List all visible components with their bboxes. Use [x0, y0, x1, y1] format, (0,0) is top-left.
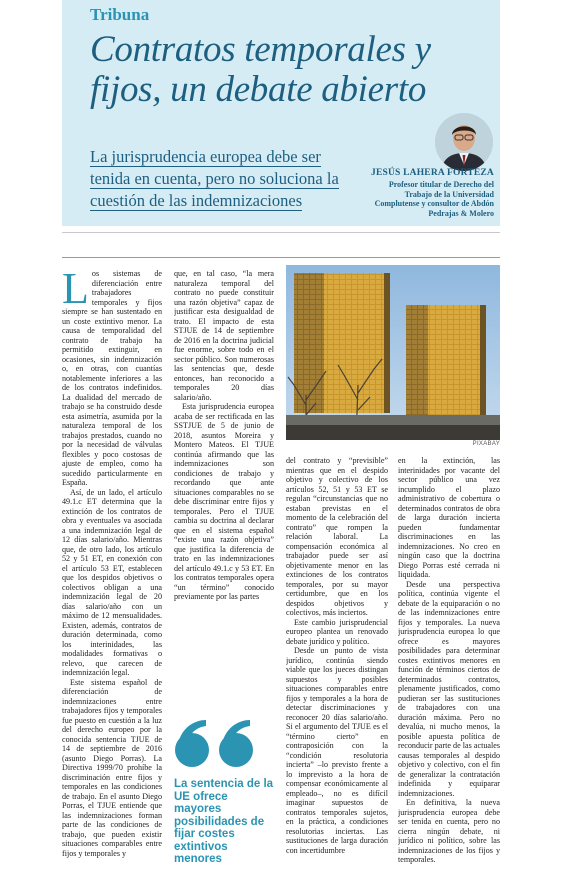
paragraph: Desde una perspectiva política, continúa vigente el debate de la equiparación o no de las indemnizaciones entre fijos y temporales. La nueva jurisprudencia europea lo que ofrece es mayores posibilidades para determinar costes extintivos menores en función de términos ciertos de determinados contratos, plenamente justificados, como pudieran ser las sustituciones de trabajadores con una duración máxima. Pero no devalúa, ni mucho menos, la posible apuesta política de reconducir parte de las actuales causas temporales al despido objetivo y colectivo, con el fin de generalizar la contratación indefinida y equiparar indemnizaciones. — [398, 579, 500, 798]
paragraph: Así, de un lado, el artículo 49.1.c ET determina que la extinción de los contratos de obra y eventuales va asociada a una indemnización legal de 12 días salario/año. Mientras que, de otro lado, los artículo 52 y 51 ET, en conexión con el artículo 53 ET, establecen que los despidos objetivos o colectivos obligan a una indemnización legal de 20 días salario/año con un máximo de 12 mensualidades. Existen, además, contratos de duración determinada, como los interinidades, las modalidades formativas o relevo, que carecen de indemnización legal. — [62, 487, 162, 677]
pull-quote: La sentencia de la UE ofrece mayores posibilidades de fijar costes extintivos menores — [174, 778, 274, 865]
article-header — [62, 0, 500, 226]
paragraph: Este cambio jurisprudencial europeo plantea un renovado debate jurídico y político. — [286, 617, 388, 646]
divider — [62, 257, 500, 258]
paragraph: Este sistema español de diferenciación de indemnizaciones entre trabajadores fijos y temporales fue puesto en cuestión a la luz del derecho europeo por la conocida sentencia TJUE de 14 de septiembre de 2016 (asunto Diego Porras). La Directiva 1999/70 prohíbe la discriminación entre fijos y temporales en las condiciones de trabajo. En el asunto Diego Porras, el TJUE entiende que las indemnizaciones forman parte de las condiciones de trabajo, que pueden existir situaciones comparables entre fijos y temporales y — [62, 677, 162, 858]
paragraph — [62, 269, 162, 488]
subheadline — [90, 146, 352, 212]
article-photo — [286, 265, 500, 440]
article-column-4 — [398, 456, 500, 879]
paragraph: que, en tal caso, “la mera naturaleza temporal del contrato no puede constituir una razón objetiva” capaz de justificar esta desigualdad de trato. El impacto de esta STJUE de 14 de septiembre de 2016 en la doctrina judicial fue enorme, sobre todo en el sector público. Son numerosas las sentencias que, desde entonces, han reconocido a temporales 20 días salario/año. — [174, 269, 274, 402]
towers-photo-icon — [286, 265, 500, 440]
paragraph: en la extinción, las interinidades por vacante del sector público una vez incumplido el plazo administrativo de cobertura o determinados contratos de obra de larga duración incierta pueden fundamentar discriminaciones en las indemnizaciones. No creo en ningún caso que la doctrina Diego Porras esté cerrada ni liquidada. — [398, 456, 500, 579]
divider — [62, 232, 500, 233]
quote-mark-icon — [174, 718, 258, 770]
dropcap: L — [62, 269, 89, 313]
author-name: JESÚS LAHERA FORTEZA — [371, 168, 494, 178]
section-label: Tribuna — [90, 5, 150, 24]
author-portrait-icon — [435, 113, 493, 171]
article-column-1 — [62, 269, 162, 879]
author-role: Profesor titular de Derecho del Trabajo de la Universidad Complutense y consultor de Abdón Pedrajas & Molero — [374, 180, 494, 218]
article-column-3 — [286, 456, 388, 879]
subheadline-text: La jurisprudencia europea debe ser tenida en cuenta, pero no soluciona la cuestión de las indemnizaciones — [90, 147, 339, 210]
paragraph-text: os sistemas de diferenciación entre trabajadores temporales y fijos siempre se han sustentado en un coste extintivo menor. La causa de temporalidad del contrato de trabajo ha permitido extinguir, en ocasiones, sin indemnización o, en otras, con cuantías notablemente inferiores a las de los contratos indefinidos. La dualidad del mercado de trabajo se ha construido desde esta asimetría, asumida por la naturaleza temporal de los trabajos prestados, cuando no por la necesidad de válvulas flexibles y poco costosas de ajuste de empleo, como ha sucedido particularmente en España. — [62, 269, 162, 487]
photo-credit: PIXABAY — [472, 441, 500, 447]
paragraph: Desde un punto de vista jurídico, continúa siendo viable que los jueces distingan supuestos y posibles situaciones comparables entre fijos y temporales a la hora de detectar discriminaciones y reconocer 20 días salario/año. Si el argumento del TJUE es el “término cierto” en contraposición con la “condición resolutoria incierta” –lo previsto frente a lo imprevisto a la hora de compensar económicamente al empleado–, no es difícil imaginar supuestos de contratos temporales sujetos, en la práctica, a condiciones resolutorias inciertas. Las sustituciones de larga duración con incertidumbre — [286, 646, 388, 855]
article-column-2 — [174, 269, 274, 614]
author-avatar — [435, 113, 493, 171]
headline: Contratos temporales y fijos, un debate abierto — [90, 29, 431, 110]
paragraph: Esta jurisprudencia europea acaba de ser rectificada en las SSTJUE de 5 de junio de 2018, asuntos Moreira y Montero Mateos. El TJUE continúa afirmando que las indemnizaciones son condiciones de trabajo y recordando que ante situaciones comparables no se debe discriminar entre fijos y temporales. Pero el TJUE cambia su doctrina al declarar que en el sistema español “existe una razón objetiva” que justifica la diferencia de trato en las indemnizaciones del artículo 49.1.c y 53 ET. En los contratos temporales opera “un término” conocido previamente por las partes — [174, 402, 274, 601]
paragraph: del contrato y “previsible” mientras que en el despido objetivo y colectivo de los artículos 52, 51 y 53 ET se regulan “circunstancias que no estaban previstas en el momento de la celebración del contrato” que rompen la relación laboral. La compensación económica al trabajador puede ser así objetivamente menor en las extinciones de los contratos temporales, por su mayor certidumbre, que en los despidos objetivos y colectivos, más inciertos. — [286, 456, 388, 617]
paragraph: En definitiva, la nueva jurisprudencia europea debe ser tenida en cuenta, pero no cierra ningún debate, ni jurídico ni político, sobre las indemnizaciones de los fijos y temporales. — [398, 798, 500, 864]
byline — [364, 168, 494, 218]
